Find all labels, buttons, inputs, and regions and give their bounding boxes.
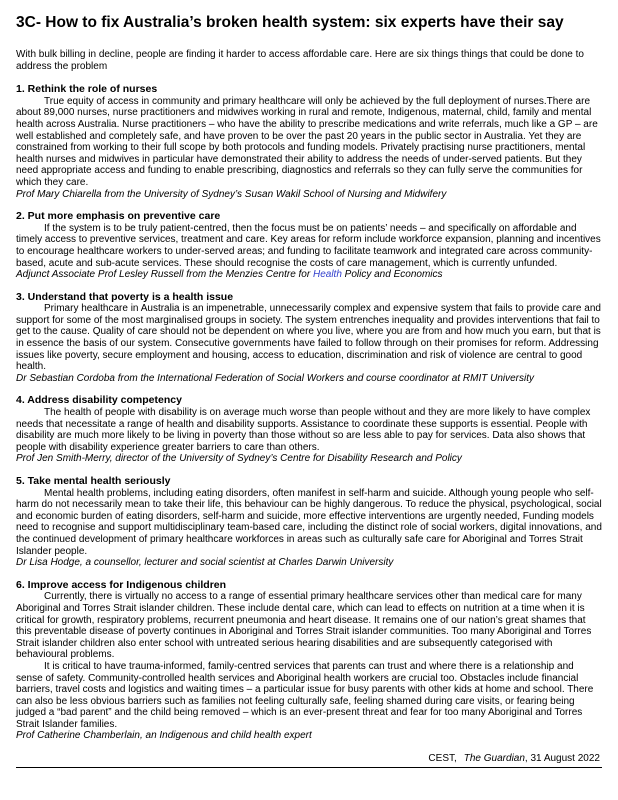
section-heading: 4. Address disability competency: [16, 394, 182, 407]
attribution-line: Dr Lisa Hodge, a counsellor, lecturer and social scientist at Charles Darwin University: [16, 557, 394, 569]
footer-divider: [16, 767, 602, 768]
section-heading: 5. Take mental health seriously: [16, 475, 171, 487]
section-heading: 1. Rethink the role of nurses: [16, 83, 158, 96]
page-title: 3C- How to fix Australia’s broken health system: six experts have their say: [16, 14, 564, 31]
footer-credit: [16, 753, 602, 765]
attribution-line: [16, 269, 602, 281]
section-paragraph: Mental health problems, including eating disorders, often manifest in self-harm and suicide. Although young people who self-harm do not necessarily mean to take their life, this behaviour can be highly dangerous. To reduce the physical, psychological, social and economic burden of eating disorders, self-harm and suicide, more effective interventions are urgently needed, Funding models need to recognise and support multidisciplinary team-based care, including the distinct role of social workers, digital innovations, and the continued development of primary healthcare workforces in areas such as culturally safe care for Aboriginal and Torres Strait Islander people.: [16, 487, 602, 557]
section-paragraph: It is critical to have trauma-informed, family-centred services that parents can trust and where there is a relationship and sense of safety. Community-controlled health services and Aboriginal health workers are crucial too. Obstacles include financial barriers, travel costs and logistics and waiting times – a particular issue for busy parents with other kids at home and school. There can also be less obvious barriers such as families not feeling culturally safe, feeling shamed during care visits, or fearing being judged a “bad parent” and the child being removed – which is an ever-present threat and fear for too many Aboriginal and Torres Strait Islander families.: [16, 660, 594, 730]
section-disability-competency: [16, 395, 602, 465]
section-preventive-care: [16, 211, 602, 281]
footer-source: The Guardian: [463, 753, 525, 765]
footer-timezone: CEST,: [428, 753, 457, 765]
attribution-line: Prof Catherine Chamberlain, an Indigenous and child health expert: [16, 730, 312, 742]
section-poverty-health: [16, 292, 602, 385]
attribution-text-post: Policy and Economics: [341, 269, 443, 281]
section-mental-health: [16, 476, 602, 569]
section-paragraph: Primary healthcare in Australia is an impenetrable, unnecessarily complex and expensive system that fails to provide care and support for some of the most marginalised groups in society. The system entrenches inequality and provides interventions that fail to get to the cause. Quality of care should not be dependent on where you live, where you are from and how much you earn, but that is in essence the basis of our system. Consecutive governments have failed to follow through on their promises for reform. Addressing issues like poverty, secure employment and housing, access to education, discrimination and risk of violence are central to good health.: [16, 303, 601, 373]
attribution-line: Prof Mary Chiarella from the University of Sydney’s Susan Wakil School of Nursing and Midwifery: [16, 188, 447, 200]
lead-paragraph: With bulk billing in decline, people are finding it harder to access affordable care. Here are six things things that could be done to address the problem: [16, 49, 584, 72]
health-link[interactable]: Health: [312, 269, 342, 281]
section-indigenous-children: [16, 580, 602, 742]
section-heading: 2. Put more emphasis on preventive care: [16, 210, 221, 223]
section-paragraph: The health of people with disability is on average much worse than people without and they are more likely to have complex needs that necessitate a range of health and disability supports. Assistance to coordinate these supports is essential. People with disability are much more likely to be living in poverty than those without so are less able to pay for services. Data also shows that people with disability experience greater barriers to care than others.: [16, 407, 591, 453]
attribution-line: Prof Jen Smith-Merry, director of the University of Sydney’s Centre for Disability Research and Policy: [16, 453, 462, 465]
attribution-line: Dr Sebastian Cordoba from the International Federation of Social Workers and course coordinator at RMIT University: [16, 372, 535, 384]
footer-date: , 31 August 2022: [524, 753, 600, 765]
section-heading: 3. Understand that poverty is a health issue: [16, 290, 234, 303]
section-rethink-nurses: [16, 84, 602, 200]
section-heading: 6. Improve access for Indigenous children: [16, 578, 227, 591]
attribution-text-pre: Adjunct Associate Prof Lesley Russell from the Menzies Centre for: [16, 269, 313, 281]
section-paragraph: Currently, there is virtually no access to a range of essential primary healthcare services other than medical care for many Aboriginal and Torres Strait islander children. These include dental care, which can lead to effects on nutrition at a time when it is critical for growth, respiratory problems, recurrent pneumonia and heart disease. It remains one of our nation’s great shames that this preventable disease of poverty continues in Aboriginal and Torres Strait islander communities. Too many Aboriginal and Torres Strait islander children also enter school with untreated serious hearing disabilities and are subsequently categorised with behavioural problems.: [16, 591, 592, 661]
section-paragraph: True equity of access in community and primary healthcare will only be achieved by the full deployment of nurses.There are about 89,000 nurses, nurse practitioners and midwives working in rural and remote, Indigenous, maternal, child, family and mental health across Australia. Nurse practitioners – who have the ability to prescribe medications and write referrals, much like a GP – are well established and completely safe, and have proven to be over the past 20 years in the public sector in Australia. Yet they are constrained from working to their full scope by both protocols and funding models. Privately practising nurse practitioners, mental health nurses and midwives in particular have demonstrated their ability to address the needs of under-served patients. But they need appropriate access and funding to enable prescribing, diagnostics and referrals so they can fully serve the communities for which they care.: [16, 95, 598, 188]
section-paragraph: If the system is to be truly patient-centred, then the focus must be on patients’ needs – and specifically on affordable and timely access to preventive services, treatment and care. Key areas for reform include workforce expansion, planning and incentives to encourage healthcare workers to under-served areas; and funding to facilitate teamwork and integrated care across community-based, acute and sub-acute services. These should recognise the costs of care management, which is currently unfunded.: [16, 222, 601, 269]
